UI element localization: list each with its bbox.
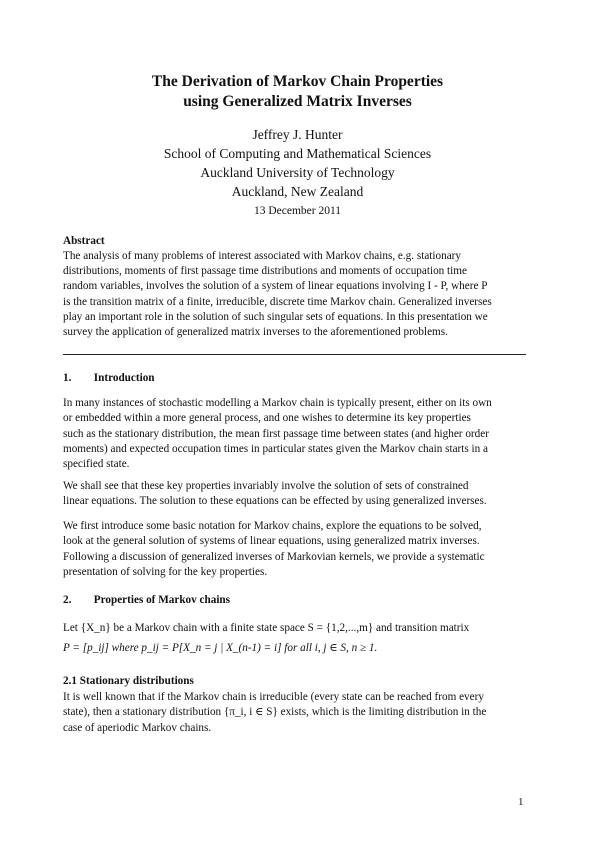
intro-paragraph-1 (63, 396, 526, 472)
abstract-heading: Abstract (63, 235, 105, 247)
text-line: We first introduce some basic notation for Markov chains, explore the equations to be solved, (63, 520, 482, 532)
section-2-title: Properties of Markov chains (93, 594, 230, 606)
section-1-title: Introduction (93, 372, 155, 384)
stationary-paragraph (63, 690, 526, 736)
text-line: or embedded within a more general process, and one wishes to determine its key properties (63, 412, 471, 425)
text-line: Following a discussion of generalized inverses of Markovian kernels, we provide a systematic (63, 550, 485, 563)
section-1-heading (63, 372, 155, 384)
paper-date: 13 December 2011 (253, 205, 342, 217)
text-line: case of aperiodic Markov chains. (63, 721, 212, 734)
text-line: linear equations. The solution to these equations can be effected by using generalized inverses. (63, 495, 487, 508)
abstract-line: distributions, moments of first passage time distributions and moments of occupation time (63, 265, 467, 278)
text-line: We shall see that these key properties invariably involve the solution of sets of constrained (63, 480, 469, 492)
abstract-line: is the transition matrix of a finite, irreducible, discrete time Markov chain. Generalized inverses (63, 295, 492, 308)
title-line-2: using Generalized Matrix Inverses (183, 93, 412, 110)
text-line: specified state. (63, 458, 130, 471)
page-number: 1 (518, 796, 524, 808)
abstract-line: survey the application of generalized matrix inverses to the aforementioned problems. (63, 326, 448, 339)
author-block (0, 125, 595, 201)
section-2-heading (63, 594, 230, 606)
author-school: School of Computing and Mathematical Sciences (163, 146, 432, 161)
intro-paragraph-3 (63, 519, 526, 580)
text-line: look at the general solution of systems of linear equations, using generalized matrix inverses. (63, 535, 480, 548)
text-line: such as the stationary distribution, the mean first passage time between states (and higher order (63, 427, 489, 440)
section-2-number: 2. (63, 594, 72, 606)
intro-paragraph-2 (63, 479, 526, 510)
title-line-1: The Derivation of Markov Chain Properties (151, 73, 444, 90)
abstract-body (63, 249, 526, 340)
text-line: presentation of solving for the key properties. (63, 565, 268, 578)
text-line: It is well known that if the Markov chain is irreducible (every state can be reached from every (63, 691, 484, 703)
paper-title (0, 72, 595, 112)
author-location: Auckland, New Zealand (231, 184, 364, 199)
abstract-line: random variables, involves the solution of a system of linear equations involving I - P, where P (63, 280, 488, 293)
author-name: Jeffrey J. Hunter (252, 127, 343, 142)
abstract-line: play an important role in the solution of such singular sets of equations. In this presentation we (63, 310, 488, 323)
author-university: Auckland University of Technology (200, 165, 395, 180)
text-line: state), then a stationary distribution {π_i, i ∈ S} exists, which is the limiting distribution in the (63, 706, 487, 719)
markov-definition-line-1: Let {X_n} be a Markov chain with a finite state space S = {1,2,...,m} and transition matrix (63, 622, 470, 634)
section-divider (63, 354, 526, 355)
text-line: In many instances of stochastic modelling a Markov chain is typically present, either on its own (63, 397, 492, 409)
section-1-number: 1. (63, 372, 72, 384)
subsection-2-1-heading: 2.1 Stationary distributions (63, 675, 194, 687)
abstract-line: The analysis of many problems of interest associated with Markov chains, e.g. stationary (63, 250, 461, 262)
text-line: moments) and expected occupation times in particular states given the Markov chain starts in a (63, 442, 488, 455)
markov-definition-line-2: P = [p_ij] where p_ij = P[X_n = j | X_(n-1) = i] for all i, j ∈ S, n ≥ 1. (63, 642, 378, 654)
